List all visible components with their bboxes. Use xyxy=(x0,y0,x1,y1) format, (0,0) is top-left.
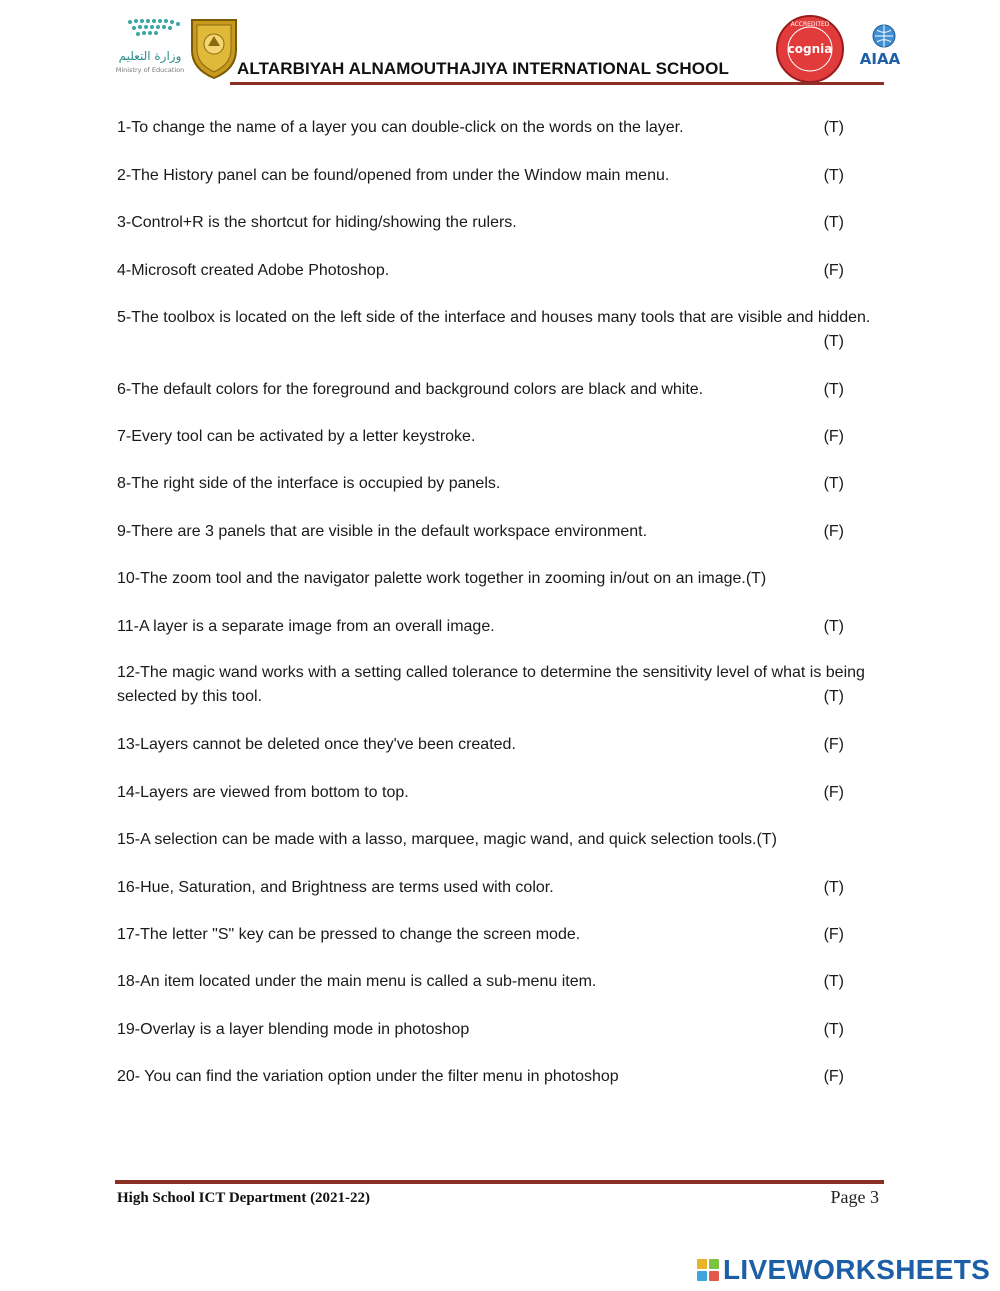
question-text: 20- You can find the variation option under the filter menu in photoshop xyxy=(117,1068,619,1085)
question-item xyxy=(117,615,877,639)
question-text: 8-The right side of the interface is occupied by panels. xyxy=(117,475,501,492)
question-text: 19-Overlay is a layer blending mode in photoshop xyxy=(117,1021,470,1038)
question-item xyxy=(117,211,877,235)
question-item xyxy=(117,661,877,709)
answer-label: (T) xyxy=(823,688,844,705)
question-text: 10-The zoom tool and the navigator palette work together in zooming in/out on an image. xyxy=(117,570,746,587)
question-item xyxy=(117,1065,877,1089)
question-item xyxy=(117,567,877,591)
svg-text:AIAA: AIAA xyxy=(859,50,901,68)
answer-label: (F) xyxy=(823,262,844,279)
question-item xyxy=(117,876,877,900)
question-text: 5-The toolbox is located on the left side of the interface and houses many tools that are visible and hidden. xyxy=(117,309,871,326)
question-text: 6-The default colors for the foreground and background colors are black and white. xyxy=(117,381,704,398)
answer-label: (T) xyxy=(823,333,844,350)
question-text: 2-The History panel can be found/opened from under the Window main menu. xyxy=(117,167,670,184)
answer-label: (F) xyxy=(823,523,844,540)
answer-label: (T) xyxy=(823,1021,844,1038)
answer-label: (T) xyxy=(823,973,844,990)
answer-label: (T) xyxy=(756,831,777,848)
question-text: 16-Hue, Saturation, and Brightness are terms used with color. xyxy=(117,879,554,896)
answer-label: (T) xyxy=(823,167,844,184)
answer-label: (T) xyxy=(745,570,767,587)
question-item xyxy=(117,425,877,449)
answer-label: (F) xyxy=(823,1068,844,1085)
question-text: 13-Layers cannot be deleted once they've been created. xyxy=(117,736,516,753)
footer-department: High School ICT Department (2021-22) xyxy=(117,1190,371,1206)
answer-label: (F) xyxy=(823,926,844,943)
svg-text:وزارة التعليم: وزارة التعليم xyxy=(118,49,182,63)
question-item xyxy=(117,306,877,354)
footer-divider xyxy=(115,1180,884,1184)
school-crest-logo xyxy=(188,16,240,80)
question-text: 11-A layer is a separate image from an overall image. xyxy=(117,618,495,635)
question-text: 4-Microsoft created Adobe Photoshop. xyxy=(117,262,390,279)
answer-label: (T) xyxy=(823,381,844,398)
answer-label: (T) xyxy=(823,475,844,492)
question-item xyxy=(117,828,877,852)
question-item xyxy=(117,116,877,140)
answer-label: (T) xyxy=(823,879,844,896)
svg-text:ACCREDITED: ACCREDITED xyxy=(790,21,830,28)
page-header xyxy=(0,0,1000,90)
liveworksheets-wordmark: LIVEWORKSHEETS xyxy=(723,1254,991,1285)
question-item xyxy=(117,970,877,994)
question-item xyxy=(117,378,877,402)
school-name: ALTARBIYAH ALNAMOUTHAJIYA INTERNATIONAL SCHOOL xyxy=(237,59,729,78)
question-text: 7-Every tool can be activated by a letter keystroke. xyxy=(117,428,476,445)
cognia-accreditation-badge xyxy=(770,14,850,84)
question-item xyxy=(117,923,877,947)
question-text: 9-There are 3 panels that are visible in the default workspace environment. xyxy=(117,523,648,540)
question-item xyxy=(117,733,877,757)
question-text: 17-The letter "S" key can be pressed to change the screen mode. xyxy=(117,926,581,943)
question-text: 15-A selection can be made with a lasso, marquee, magic wand, and quick selection tools. xyxy=(117,831,757,848)
question-text: 1-To change the name of a layer you can double-click on the words on the layer. xyxy=(117,119,684,136)
answer-label: (T) xyxy=(823,214,844,231)
page-number: Page 3 xyxy=(830,1187,879,1207)
question-item xyxy=(117,164,877,188)
answer-label: (F) xyxy=(823,428,844,445)
answer-label: (F) xyxy=(823,736,844,753)
question-text: 12-The magic wand works with a setting called tolerance to determine the sensitivity level of what is being selected by this tool. xyxy=(117,664,865,705)
ministry-of-education-logo xyxy=(108,16,192,76)
answer-label: (F) xyxy=(823,784,844,801)
question-item xyxy=(117,520,877,544)
answer-label: (T) xyxy=(823,119,844,136)
svg-text:Ministry of Education: Ministry of Education xyxy=(115,66,185,74)
header-divider xyxy=(230,82,884,85)
question-item xyxy=(117,1018,877,1042)
liveworksheets-logo-icon xyxy=(697,1259,719,1281)
question-text: 3-Control+R is the shortcut for hiding/showing the rulers. xyxy=(117,214,517,231)
question-item xyxy=(117,259,877,283)
question-text: 18-An item located under the main menu is called a sub-menu item. xyxy=(117,973,597,990)
question-text: 14-Layers are viewed from bottom to top. xyxy=(117,784,409,801)
question-item xyxy=(117,781,877,805)
liveworksheets-watermark xyxy=(697,1253,990,1287)
svg-text:cognia: cognia xyxy=(787,42,833,56)
question-item xyxy=(117,472,877,496)
answer-label: (T) xyxy=(823,618,844,635)
aiaa-logo xyxy=(848,22,912,72)
